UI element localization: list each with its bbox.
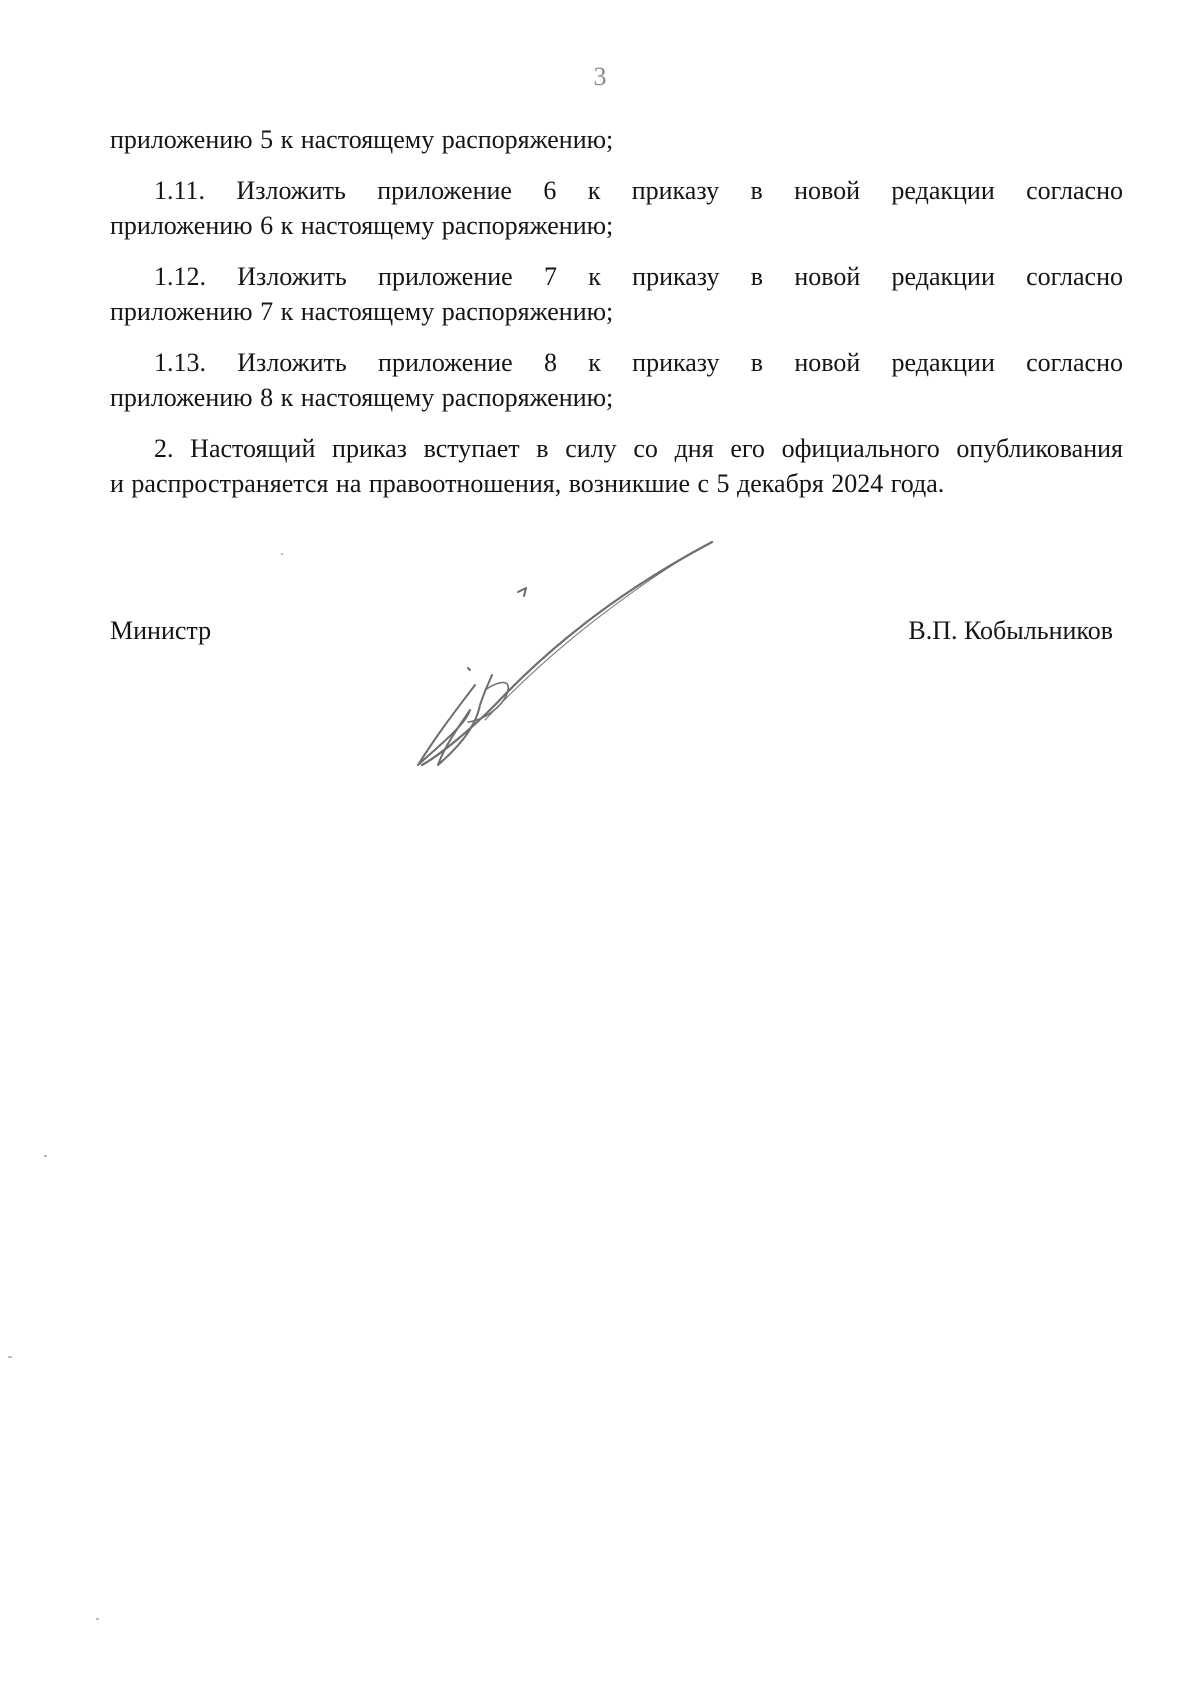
paragraph-line: приложению 6 к настоящему распоряжению; [110,211,614,240]
paragraph-line: 1.13. Изложить приложение 8 к приказу в новой редакции согласно [154,348,1123,377]
paragraph-line: приложению 8 к настоящему распоряжению; [110,383,614,412]
paragraph-line: 1.11. Изложить приложение 6 к приказу в новой редакции согласно [154,176,1123,205]
paragraph-2 [110,431,1123,501]
paragraph-line: приложению 5 к настоящему распоряжению; [110,125,614,154]
paragraph-continuation [110,122,1123,157]
document-body [110,122,1123,517]
page-number: 3 [593,62,607,91]
signer-title: Министр [110,616,212,645]
scan-speck [44,1155,47,1157]
paragraph-line: 2. Настоящий приказ вступает в силу со дня его официального опубликования [154,434,1123,463]
paragraph-line: и распространяется на правоотношения, возникшие с 5 декабря 2024 года. [110,469,945,498]
scan-speck [96,1618,99,1620]
paragraph-1-13 [110,345,1123,415]
paragraph-line: 1.12. Изложить приложение 7 к приказу в новой редакции согласно [154,262,1123,291]
paragraph-line: приложению 7 к настоящему распоряжению; [110,297,614,326]
scan-speck [281,553,283,555]
scan-speck [8,1356,12,1358]
handwritten-signature [400,530,730,780]
signer-name: В.П. Кобыльников [908,616,1113,645]
paragraph-1-11 [110,173,1123,243]
paragraph-1-12 [110,259,1123,329]
